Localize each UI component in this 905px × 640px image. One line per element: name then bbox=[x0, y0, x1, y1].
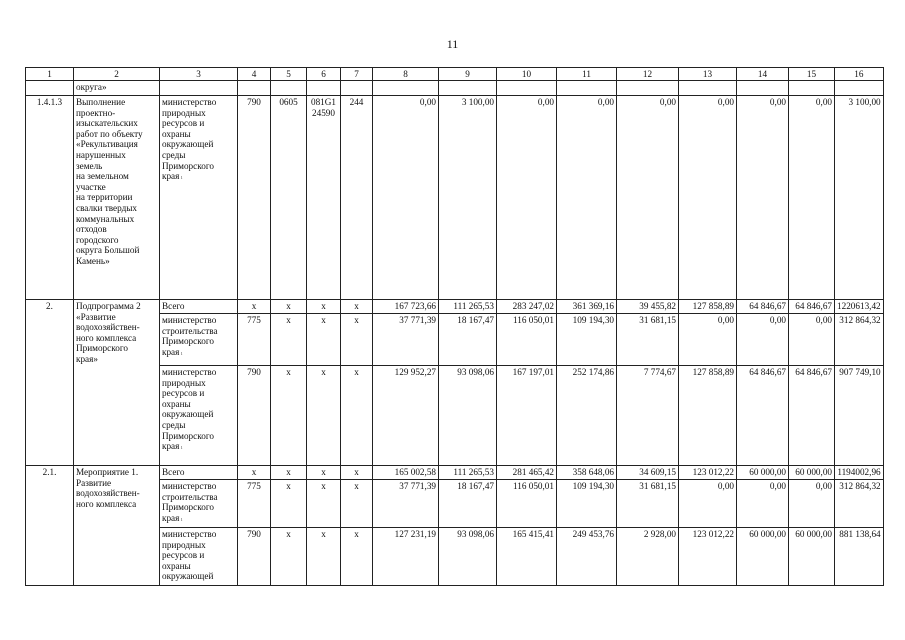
cell-amount-c13: 0,00 bbox=[679, 314, 737, 366]
cell-code-c6: х bbox=[307, 528, 341, 586]
cell-amount-c15: 60 000,00 bbox=[789, 528, 835, 586]
header-col-16: 16 bbox=[835, 68, 884, 81]
cell-amount-c15: 64 846,67 bbox=[789, 366, 835, 466]
table-body bbox=[26, 68, 884, 586]
cell-code-c4: х bbox=[238, 300, 271, 314]
cell-code-c5: 0605 bbox=[271, 96, 307, 300]
cell-amount-c13: 127 858,89 bbox=[679, 300, 737, 314]
cell-amount-c13: 0,00 bbox=[679, 96, 737, 300]
cell-amount-c14: 0,00 bbox=[737, 96, 789, 300]
cell-code-c5: х bbox=[271, 480, 307, 528]
cell-amount-c16: 312 864,32 bbox=[835, 480, 884, 528]
cell-code-c7: х bbox=[341, 480, 373, 528]
table-row bbox=[26, 96, 884, 300]
cell-name: Выполнение проектно- изыскательских работ по объекту «Рекультивация нарушенных земель на земельном участке на территории свалки твердых коммунальных отходов городского округа Большой Камень» bbox=[74, 96, 160, 300]
table-row bbox=[26, 300, 884, 314]
cell-amount-c9: 3 100,00 bbox=[439, 96, 497, 300]
cell-empty bbox=[497, 81, 557, 96]
executor-text: министерство природных ресурсов и охраны окружающей bbox=[162, 529, 217, 582]
cell-empty bbox=[557, 81, 617, 96]
header-col-10: 10 bbox=[497, 68, 557, 81]
cell-amount-c10: 281 465,42 bbox=[497, 466, 557, 480]
cell-amount-c11: 109 194,30 bbox=[557, 314, 617, 366]
cell-amount-c11: 249 453,76 bbox=[557, 528, 617, 586]
cell-code-c5: х bbox=[271, 466, 307, 480]
cell-empty bbox=[679, 81, 737, 96]
cell-amount-c16: 1194002,96 bbox=[835, 466, 884, 480]
cell-amount-c9: 18 167,47 bbox=[439, 314, 497, 366]
cell-code-c7: 244 bbox=[341, 96, 373, 300]
cell-code-c4: 790 bbox=[238, 96, 271, 300]
cell-number: 1.4.1.3 bbox=[26, 96, 74, 300]
cell-empty bbox=[238, 81, 271, 96]
cell-amount-c8: 127 231,19 bbox=[373, 528, 439, 586]
cell-code-c5: х bbox=[271, 300, 307, 314]
cell-name-continued: округа» bbox=[74, 81, 160, 96]
cell-amount-c15: 0,00 bbox=[789, 480, 835, 528]
cell-code-c7: х bbox=[341, 314, 373, 366]
header-col-1: 1 bbox=[26, 68, 74, 81]
cell-number: 2.1. bbox=[26, 466, 74, 586]
cell-code-c6: х bbox=[307, 300, 341, 314]
cell-amount-c10: 116 050,01 bbox=[497, 314, 557, 366]
cell-empty bbox=[737, 81, 789, 96]
cell-amount-c11: 252 174,86 bbox=[557, 366, 617, 466]
cell-code-c7: х bbox=[341, 466, 373, 480]
cell-amount-c12: 31 681,15 bbox=[617, 480, 679, 528]
cell-empty bbox=[271, 81, 307, 96]
header-col-6: 6 bbox=[307, 68, 341, 81]
header-col-7: 7 bbox=[341, 68, 373, 81]
executor-text: министерство природных ресурсов и охраны окружающей среды Приморского края bbox=[162, 367, 217, 452]
cell-amount-c14: 64 846,67 bbox=[737, 366, 789, 466]
small-mark: ı bbox=[179, 445, 183, 452]
cell-amount-c16: 3 100,00 bbox=[835, 96, 884, 300]
cell-amount-c9: 93 098,06 bbox=[439, 366, 497, 466]
cell-amount-c14: 60 000,00 bbox=[737, 528, 789, 586]
cell-code-c4: 775 bbox=[238, 314, 271, 366]
cell-empty bbox=[307, 81, 341, 96]
cell-amount-c11: 109 194,30 bbox=[557, 480, 617, 528]
continuation-row bbox=[26, 81, 884, 96]
executor-text: Всего bbox=[162, 467, 185, 477]
cell-code-c6: х bbox=[307, 480, 341, 528]
header-col-2: 2 bbox=[74, 68, 160, 81]
cell-amount-c16: 881 138,64 bbox=[835, 528, 884, 586]
small-mark: ı bbox=[179, 350, 183, 357]
header-col-11: 11 bbox=[557, 68, 617, 81]
cell-amount-c9: 93 098,06 bbox=[439, 528, 497, 586]
cell-amount-c13: 123 012,22 bbox=[679, 528, 737, 586]
cell-executor bbox=[160, 466, 238, 480]
cell-code-c4: 790 bbox=[238, 366, 271, 466]
cell-empty bbox=[439, 81, 497, 96]
header-col-15: 15 bbox=[789, 68, 835, 81]
executor-text: министерство строительства Приморского края bbox=[162, 315, 218, 357]
cell-amount-c16: 312 864,32 bbox=[835, 314, 884, 366]
cell-amount-c13: 127 858,89 bbox=[679, 366, 737, 466]
cell-empty bbox=[341, 81, 373, 96]
header-row bbox=[26, 68, 884, 81]
cell-name: Мероприятие 1. Развитие водохозяйствен- ного комплекса bbox=[74, 466, 160, 586]
cell-amount-c12: 34 609,15 bbox=[617, 466, 679, 480]
cell-amount-c15: 0,00 bbox=[789, 314, 835, 366]
cell-code-c4: 775 bbox=[238, 480, 271, 528]
cell-code-c5: х bbox=[271, 528, 307, 586]
cell-amount-c8: 0,00 bbox=[373, 96, 439, 300]
cell-empty bbox=[160, 81, 238, 96]
header-col-3: 3 bbox=[160, 68, 238, 81]
cell-amount-c8: 129 952,27 bbox=[373, 366, 439, 466]
cell-empty bbox=[835, 81, 884, 96]
cell-amount-c9: 111 265,53 bbox=[439, 466, 497, 480]
header-col-8: 8 bbox=[373, 68, 439, 81]
header-col-9: 9 bbox=[439, 68, 497, 81]
cell-amount-c12: 31 681,15 bbox=[617, 314, 679, 366]
executor-text: министерство природных ресурсов и охраны окружающей среды Приморского края bbox=[162, 97, 217, 182]
cell-code-c7: х bbox=[341, 300, 373, 314]
small-mark: ı bbox=[179, 516, 183, 523]
cell-empty bbox=[373, 81, 439, 96]
cell-amount-c12: 2 928,00 bbox=[617, 528, 679, 586]
cell-amount-c16: 1220613,42 bbox=[835, 300, 884, 314]
cell-amount-c10: 0,00 bbox=[497, 96, 557, 300]
cell-code-c6: х bbox=[307, 366, 341, 466]
cell-code-c4: 790 bbox=[238, 528, 271, 586]
cell-amount-c10: 283 247,02 bbox=[497, 300, 557, 314]
cell-amount-c10: 165 415,41 bbox=[497, 528, 557, 586]
header-col-4: 4 bbox=[238, 68, 271, 81]
cell-empty bbox=[617, 81, 679, 96]
cell-amount-c12: 39 455,82 bbox=[617, 300, 679, 314]
cell-amount-c15: 64 846,67 bbox=[789, 300, 835, 314]
cell-amount-c14: 0,00 bbox=[737, 314, 789, 366]
header-col-14: 14 bbox=[737, 68, 789, 81]
header-col-5: 5 bbox=[271, 68, 307, 81]
cell-amount-c11: 361 369,16 bbox=[557, 300, 617, 314]
header-col-12: 12 bbox=[617, 68, 679, 81]
cell-code-c6: х bbox=[307, 314, 341, 366]
cell-amount-c8: 37 771,39 bbox=[373, 480, 439, 528]
cell-amount-c15: 0,00 bbox=[789, 96, 835, 300]
cell-executor bbox=[160, 480, 238, 528]
cell-code-c5: х bbox=[271, 366, 307, 466]
cell-empty bbox=[789, 81, 835, 96]
cell-code-c6: х bbox=[307, 466, 341, 480]
cell-amount-c8: 37 771,39 bbox=[373, 314, 439, 366]
cell-name: Подпрограмма 2 «Развитие водохозяйствен- ного комплекса Приморского края» bbox=[74, 300, 160, 466]
table-row bbox=[26, 466, 884, 480]
cell-amount-c16: 907 749,10 bbox=[835, 366, 884, 466]
cell-amount-c11: 0,00 bbox=[557, 96, 617, 300]
executor-text: министерство строительства Приморского края bbox=[162, 481, 218, 523]
cell-amount-c14: 60 000,00 bbox=[737, 466, 789, 480]
page-number: 11 bbox=[446, 37, 459, 51]
cell-amount-c10: 116 050,01 bbox=[497, 480, 557, 528]
header-col-13: 13 bbox=[679, 68, 737, 81]
cell-amount-c9: 18 167,47 bbox=[439, 480, 497, 528]
cell-code-c5: х bbox=[271, 314, 307, 366]
cell-amount-c13: 123 012,22 bbox=[679, 466, 737, 480]
cell-amount-c14: 0,00 bbox=[737, 480, 789, 528]
cell-amount-c12: 7 774,67 bbox=[617, 366, 679, 466]
budget-table bbox=[25, 67, 884, 586]
cell-amount-c14: 64 846,67 bbox=[737, 300, 789, 314]
cell-amount-c9: 111 265,53 bbox=[439, 300, 497, 314]
cell-code-c4: х bbox=[238, 466, 271, 480]
cell-amount-c8: 167 723,66 bbox=[373, 300, 439, 314]
cell-executor bbox=[160, 366, 238, 466]
cell-amount-c12: 0,00 bbox=[617, 96, 679, 300]
cell-col1 bbox=[26, 81, 74, 96]
cell-code-c7: х bbox=[341, 528, 373, 586]
small-mark: ı bbox=[179, 175, 183, 182]
cell-amount-c13: 0,00 bbox=[679, 480, 737, 528]
cell-amount-c10: 167 197,01 bbox=[497, 366, 557, 466]
cell-code-c6: 081G1 24590 bbox=[307, 96, 341, 300]
cell-executor bbox=[160, 528, 238, 586]
cell-amount-c8: 165 002,58 bbox=[373, 466, 439, 480]
cell-executor bbox=[160, 96, 238, 300]
cell-code-c7: х bbox=[341, 366, 373, 466]
cell-executor bbox=[160, 314, 238, 366]
cell-executor bbox=[160, 300, 238, 314]
executor-text: Всего bbox=[162, 301, 185, 311]
cell-number: 2. bbox=[26, 300, 74, 466]
cell-amount-c15: 60 000,00 bbox=[789, 466, 835, 480]
cell-amount-c11: 358 648,06 bbox=[557, 466, 617, 480]
